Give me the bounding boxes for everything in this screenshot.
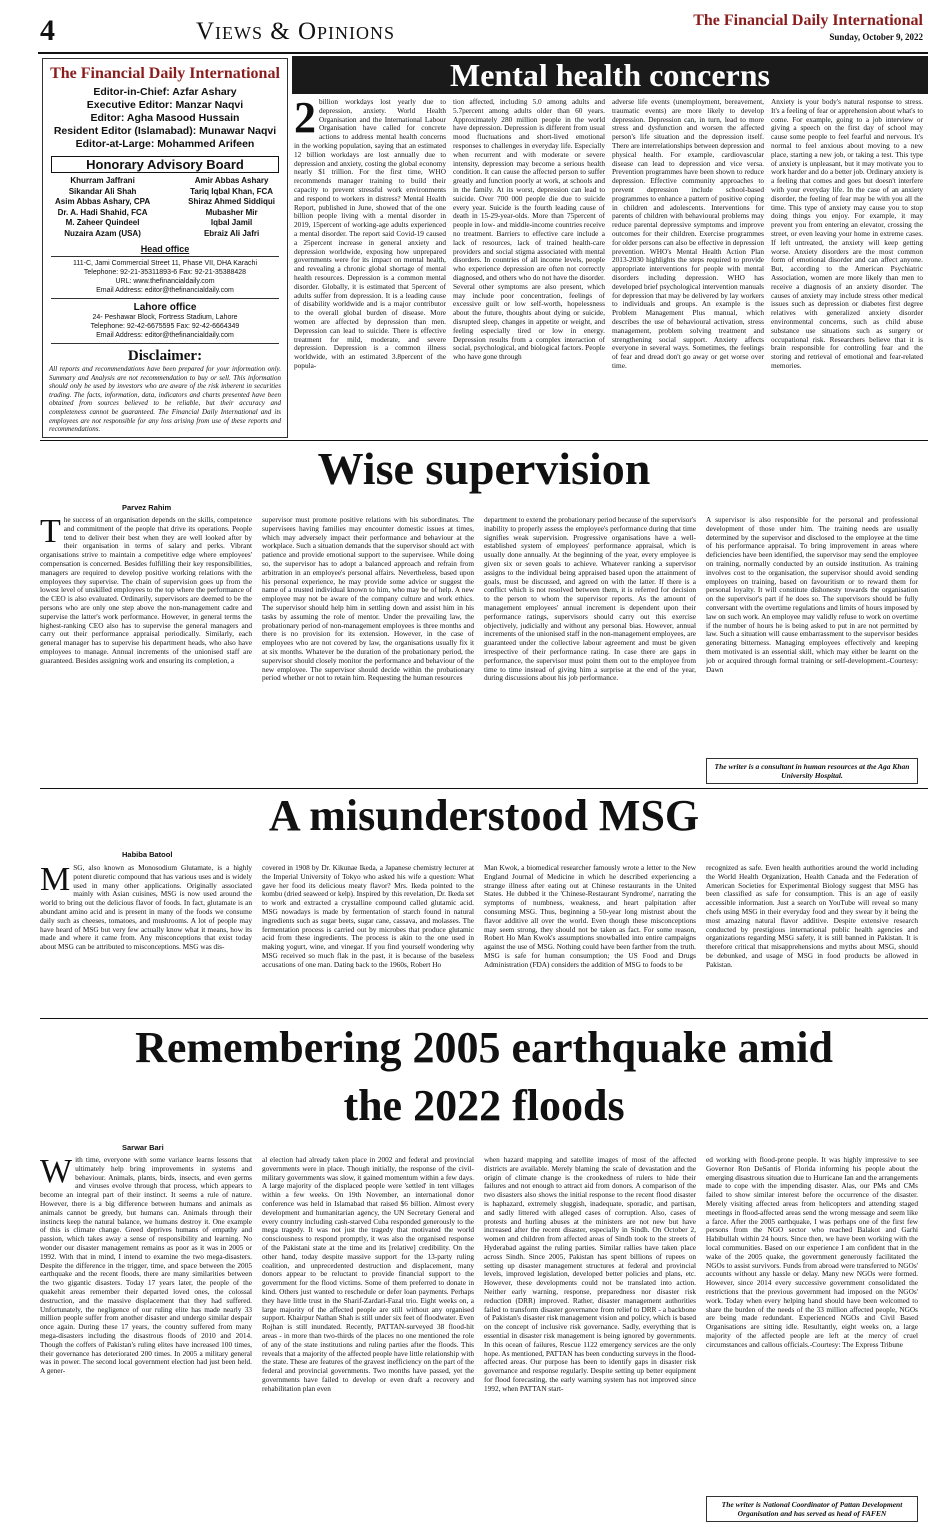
article-column: Man Kwok, a biomedical researcher famously wrote a letter to the New England Journal of Medicine in which he described experiencing a strange illness after eating out at Chinese restaurants in the United States. He dubbed it the 'Chinese-Restaurant Syndrome', narrating the symptoms of numbness, weakness, and heart palpitation after consuming MSG. Thus, beginning a 50-year long mistrust about the flavor additive all over the world. Even though these misconceptions may seem strong, they should not be taken as fact. For some reason, Robert Ho Man Kwok's assumptions snowballed into entire campaigns against the use of MSG. Nothing could have been farther from the truth. MSG is safe for human consumption; the US Food and Drugs Administration (FDA) considers the addition of MSG to foods to be bbox=[484, 864, 696, 969]
article-column: al election had already taken place in 2002 and federal and provincial governments were in place. Though initially, the response of the civil-military governments was slow, it gained momentum within a few days. A large majority of the displaced people were 'settled' in tent villages within a few weeks. On 19th November, an international donor conference was held in Islamabad that raised $6 billion. Almost every development and humanitarian agency, the UN Secretary General and every country including cash-starved Cuba responded generously to the mega tragedy. It was not just the tragedy that motivated the world consciousness to respond promptly, it was also the organised response of the Pakistani state at the time and its [relative] credibility. On the other hand, today despite massive support for the 13-party ruling coalition, and unprecedented destruction and displacement, many donors appear to be reluctant to provide financial support to the government for the flood victims. Some of them preferred to donate in kind. Others just wanted to reschedule or defer loan payments. Perhaps they have little trust in the Sharif-Zardari-Fazal trio. Eight weeks on, a large majority of the affected people are still without any organised support. Khairpur Nathan Shah is still under six feet of floodwater. Even Rojhan is still inundated. Recently, PATTAN-surveyed 38 flood-hit areas - in more than two-thirds of the places no one mentioned the role of any of the state institutions and ruling parties after the floods. This reveals that a majority of the affected people have little relationship with the state. These are features of the gravest inefficiency on the part of the federal and provincial governments. Two months have passed, yet the governments have failed to develop or even draft a recovery and rehabilitation plan even bbox=[262, 1156, 474, 1393]
board-member: M. Zaheer Quindeel bbox=[65, 218, 140, 227]
article-column: The success of an organisation depends on the skills, competence and commitment of the people that drive its operations. People tend to deliver their best when they are well looked after by their organisation in terms of salary and perks. Vibrant organisations strive to maintain a competitive edge where employees' compensation is concerned. Besides fulfilling their key responsibilities, managers are required to develop positive working relations with the employees they supervise. The chain of supervision goes up from the lowest level of unskilled employees to the top where the performance of the CEO is also evaluated. Ordinarily, supervisors are deemed to be the persons who are only one step above the non-management cadre and supervise the latter's work performance. However, in general terms the highest-ranking CEO also has to supervise the general managers and carry out their performance appraisal periodically. Similarly, each general manager has to supervise his department heads, who also have employees to manage. Annual increments of the unionised staff are guaranteed. Besides assigning work and ensuring its completion, a bbox=[40, 516, 252, 665]
board-member: Amir Abbas Ashary bbox=[194, 176, 269, 185]
office-line: Telephone: 92-42-6675595 Fax: 92-42-6664349 bbox=[90, 323, 240, 330]
headline-earthquake-line2: the 2022 floods bbox=[343, 1081, 625, 1130]
article-column: MSG, also known as Monosodium Glutamate, is a highly potent diuretic compound that has various uses and is widely used in many other applications. Originally associated mainly with Asian cuisines, MSG is now used around the world to bring out the delicious flavor of foods. In fact, glutamate is an abundant amino acid and is present in many of the foods we consume daily such as cheeses, tomatoes, and mushrooms. A lot of people may have heard of MSG but very few actually know what it means, how its made and where it came from. Any misconceptions that exist today about MSG can be attributed to misconceptions. MSG was dis- bbox=[40, 864, 252, 952]
board-member: Dr. A. Hadi Shahid, FCA bbox=[57, 207, 148, 217]
board-member: Iqbal Jamil bbox=[210, 218, 253, 227]
author-note: The writer is National Coordinator of Pattan Development Organisation and has served as head of FAFEN bbox=[706, 1496, 918, 1522]
staff-line: Editor-at-Large: Mohammed Arifeen bbox=[75, 138, 255, 150]
board-member: Mubasher Mir bbox=[205, 207, 258, 217]
author-note: The writer is a consultant in human resources at the Aga Khan University Hospital. bbox=[706, 758, 918, 784]
advisory-board-list bbox=[43, 176, 287, 239]
office-line: 24- Peshawar Block, Fortress Stadium, Lahore bbox=[92, 314, 238, 321]
article-mental-health-body bbox=[294, 98, 928, 436]
board-member: Shiraz Ahmed Siddiqui bbox=[188, 197, 275, 206]
headline-mental-health: Mental health concerns bbox=[292, 56, 928, 94]
lahore-office-title: Lahore office bbox=[133, 302, 197, 313]
article-column: covered in 1908 by Dr. Kikunae Ikeda, a Japanese chemistry lecturer at the Imperial University of Tokyo who asked his wife a question: What gave her food its delicious meaty flavor? Mrs. Ikeda pointed to the kombu (dried seaweed or kelp). Inspired by this revelation, Dr. Ikeda set to work and extracted a crystalline compound called glutamic acid. MSG nowadays is made by fermentation of starch found in natural ingredients such as sugar beets, sugar cane, cassava, and molasses. The fermentation process is carried out by microbes that produce glutamic acid from these ingredients. The process is akin to the one used in making yogurt, wine, and vinegar. If you find yourself wondering why MSG received so much flak in the past, it is because of the baseless accusations of one man. Dating back to the 1960s, Robert Ho bbox=[262, 864, 474, 969]
staff-line: Resident Editor (Islamabad): Munawar Naqvi bbox=[53, 125, 277, 137]
article-column: supervisor must promote positive relations with his subordinates. The supervisees having families may encounter domestic issues at times, which may adversely impact their performance and behaviour at the workplace. Such a situation demands that the supervisor should act with patience and provide emotional support to the supervisee. While doing so, the supervisor has to adopt a balanced approach and refrain from arbitration in an employee's personal affairs. Nevertheless, based upon his personal experience, he may provide some advice or suggest the name of a trusted individual known to him, who may be of help. A new employee may not be aware of the company culture and work ethics. The supervisor should help him in settling down and assist him in his tasks by assuming the role of mentor. Under the prevailing law, the probationary period of non-management employees is three months and there is no provision for its extension. However, in the case of employees who are not covered by law, the organisations usually fix it at six months. Whatever be the duration of the probationary period, the supervisor should closely monitor the performance and behaviour of the new employee. The supervisor should decide within the probationary period whether or not to retain him. Requesting the human resources bbox=[262, 516, 474, 683]
headline-wise-supervision: Wise supervision bbox=[317, 443, 651, 494]
advisory-board-title: Honorary Advisory Board bbox=[51, 156, 279, 173]
header-rule bbox=[38, 52, 928, 54]
dropcap: T bbox=[40, 516, 61, 550]
office-line: 111-C, Jami Commercial Street 11, Phase VII, DHA Karachi bbox=[72, 260, 257, 267]
office-line: Telephone: 92-21-35311893-6 Fax: 92-21-35388428 bbox=[83, 269, 247, 276]
byline-msg: Habiba Batool bbox=[122, 850, 173, 859]
page-number: 4 bbox=[40, 14, 55, 47]
article-msg-body bbox=[40, 864, 928, 1014]
board-member: Nuzaira Azam (USA) bbox=[64, 228, 141, 238]
editorial-paper-name: The Financial Daily International bbox=[50, 65, 280, 82]
staff-line: Editor: Agha Masood Hussain bbox=[90, 112, 240, 124]
byline-earthquake: Sarwar Bari bbox=[122, 1143, 164, 1152]
article-column: department to extend the probationary period because of the supervisor's inability to properly assess the employee's performance during that time signifies weak supervision. Progressive organisations have a well-established system of employees' performance appraisal, which is usually done annually. At the beginning of the year, every employee is given six or seven goals to achieve. Whatever ranking a supervisor assigns to the individual being appraised based upon the attainment of goals, must be discussed, and agreed on with the latter. If there is a conflict which is not resolved between them, it is referred for decision to the person to whom the supervisor reports. As the amount of management employees' annual increment is dependent upon their performance ratings, supervisors should carry out this exercise objectively, judicially and without any personal bias. However, annual increments of the unionised staff in the non-management employees, are guaranteed under the collective labour agreement and must be given irrespective of their performance rating. In case there are gaps in performance, the supervisor must point them out to the employee from time to time instead of giving him a surprise at the end of the year, during discussions about his job performance. bbox=[484, 516, 696, 683]
advisory-board-right bbox=[188, 176, 275, 239]
article-column: adverse life events (unemployment, bereavement, traumatic events) are more likely to develop depression. Depression can, in turn, lead to more stress and dysfunction and worsen the affected person's life situation and the depression itself. There are interrelationships between depression and physical health. For example, cardiovascular disease can lead to depression and vice versa. Prevention programmes have been shown to reduce depression. Effective community approaches to prevent depression include school-based programmes to enhance a pattern of positive coping in children and adolescents. Interventions for parents of children with behavioural problems may reduce parental depressive symptoms and improve outcomes for their children. Exercise programmes for older persons can also be effective in depression prevention. WHO's Mental Health Action Plan 2013-2030 highlights the steps required to provide appropriate interventions for people with mental disorders including depression. WHO has developed brief psychological intervention manuals for depression that may be delivered by lay workers to individuals and groups. An example is the Problem Management Plus manual, which describes the use of behavioural activation, stress management, problem solving treatment and strengthening social support. Anxiety affects everyone in several ways. Sometimes, the feelings of fear and dread don't go away or get worse over time. bbox=[612, 98, 764, 370]
staff-line: Editor-in-Chief: Azfar Ashary bbox=[93, 86, 237, 98]
masthead bbox=[693, 12, 923, 42]
board-member: Tariq Iqbal Khan, FCA bbox=[190, 186, 274, 196]
article-wise-supervision-body bbox=[40, 516, 928, 784]
article-column: recognized as safe. Even health authorities around the world including the World Health Organization, Health Canada and the Federation of American Societies for Experimental Biology suggest that MSG has been classified as safe for consumption. This is an age of easily accessible information. Just a search on YouTube will reveal so many chefs using MSG in their everyday food and they swear by it being the most amazing natural flavor additive. Despite extensive research conducted by prestigious international public health agencies and organizations regarding MSG safety, it is still banned in Pakistan. It is therefore critical that misapprehensions and myths about MSG, should be debunked, and usage of MSG in food products be allowed in Pakistan. bbox=[706, 864, 918, 969]
article-earthquake-body bbox=[40, 1156, 928, 1522]
dropcap: W bbox=[40, 1156, 73, 1190]
board-member: Ebraiz Ali Jafri bbox=[203, 228, 260, 238]
article-column: when hazard mapping and satellite images of most of the affected districts are available. Merely blaming the scale of devastation and the origin of climate change is the crookedness of rulers to hide their failures and not enough to attract aid from donors. A comparison of the two disasters also shows the initial response to the recent flood disaster is haphazard, extremely sluggish, inadequate, sporadic, and partisan, and sadly littered with alleged cases of corruption. Also, cases of protests and hurling abuses at the ministers are not new but have increased after the recent disaster, especially in Sindh. On October 2, women and children from affected areas of Sindh took to the streets of Hyderabad against the ruling parties. Similar rallies have taken place across Sindh. Since 2005, Pakistan has spent billions of rupees on setting up disaster management structures at federal and provincial levels, improved legislation, developed better policies and plans, etc. However, these developments could not be translated into action. Neither early warning, response, preparedness nor disaster risk reduction (DRR) improved. Rather, disaster management authorities failed to transform disaster governance from relief to DRR - a backbone of Pakistan's disaster risk management vision and policy, which is based on the concept of inclusive risk governance. Sadly, everything that is essential in disaster risk management is being ignored by governments. In this ocean of failures, Rescue 1122 emergency services are the only hope. As mentioned, PATTAN has been conducting surveys in the flood-affected areas. Our purpose has been to identify gaps in disaster risk governance and response regularly. Despite setting up better equipment for flood forecasting, the early warning system has not improved since 1992, when PATTAN start- bbox=[484, 1156, 696, 1393]
staff-list bbox=[43, 86, 287, 151]
article-column: tion affected, including 5.0 among adults and 5.7percent among adults older than 60 years. Approximately 280 million people in the world have depression. Depression is different from usual mood fluctuations and short-lived emotional responses to challenges in everyday life. Especially when recurrent and with moderate or severe intensity, depression may become a serious health condition. It can cause the affected person to suffer greatly and function poorly at work, at schools and in the family. At its worst, depression can lead to suicide. Over 700 000 people die due to suicide every year. Suicide is the fourth leading cause of death in 15-29-year-olds. More than 75percent of people in low- and middle-income countries receive no treatment. Barriers to effective care include a lack of resources, lack of trained health-care providers and social stigma associated with mental disorders. In countries of all income levels, people who experience depression are often not correctly diagnosed, and others who do not have the disorder. Several other symptoms are also present, which may include poor concentration, feelings of excessive guilt or low self-worth, hopelessness about the future, thoughts about dying or suicide, disrupted sleep, changes in appetite or weight, and feeling especially tired or low in energy. Depression results from a complex interaction of social, psychological, and biological factors. People who have gone through bbox=[453, 98, 605, 362]
disclaimer-title: Disclaimer: bbox=[127, 348, 203, 364]
section-title: Views & Opinions bbox=[196, 18, 396, 45]
headline-msg: A misunderstood MSG bbox=[268, 791, 700, 840]
dropcap: 2 bbox=[294, 98, 316, 142]
board-member: Khurram Jaffrani bbox=[70, 176, 135, 185]
article-column: With time, everyone with some variance learns lessons that ultimately help bring improvements in systems and behaviour. Animals, plants, birds, insects, and even germs and viruses evolve through that process, which appears to become an integral part of their instinct. It seems a rule of nature. However, there is a big difference between humans and animals as animals cannot be greedy, but humans can. Animals through their instincts keep the natural balance, we humans destroy it. One example of this is climate change. Greed deprives humans of empathy and passion, which takes away a sense of responsibility and learning. No wonder our disaster management remains as poor as it was in 2005 or 1992. With that in mind, I intend to examine the two mega-disasters. Despite the difference in the trigger, time, and space between the 2005 earthquake and the recent floods, there are many similarities between the two gigantic disasters. Today 17 years later, the people of the quakehit areas remember their departed loved ones, the colossal destruction, and the massive displacement that they had suffered. Unfortunately, the negligence of our ruling elite has made nearly 33 million people suffer from another disaster and undergo similar despair once again. During these 17 years, the country suffered from many mega-disasters including the disastrous floods of 2010 and 2014. Though the coffers of Pakistan's ruling elites have increased 100 times, their governance has deteriorated 200 times. In 2005 a military general was in power. The second local government election had just been held. A gener- bbox=[40, 1156, 252, 1376]
staff-line: Executive Editor: Manzar Naqvi bbox=[86, 99, 244, 111]
article-column: A supervisor is also responsible for the personal and professional development of those under him. The training needs are usually determined by the supervisor and disclosed to the employee at the time of his performance appraisal. To bring improvement in areas where deficiencies have been identified, the supervisor may send the employee on training, normally conducted by an outside institution. As training involves cost to the organisation, the supervisor should avoid sending employees on training, based on favouritism or to reward them for personal loyalty. It will constitute dishonesty towards the organisation on the supervisor's part if he does so. The supervisors should be fully conversant with the overtime regulations and limits of hours imposed by law on such work. An employee may validly refuse to work on overtime if the number of hours he is being asked to put in are not permitted by law. Such a situation will cause embarrassment to the supervisor besides generating bitterness. Managing employees effectively and keeping them motivated is an essential skill, which may either be learnt on the job or acquired through formal training or self-development.-Courtesy: Dawn bbox=[706, 516, 918, 674]
lahore-office-address bbox=[43, 313, 287, 340]
headline-earthquake-line1: Remembering 2005 earthquake amid bbox=[135, 1023, 833, 1072]
office-line[interactable]: URL: www.thefinancialdaily.com bbox=[115, 278, 215, 285]
board-member: Asim Abbas Ashary, CPA bbox=[55, 197, 151, 206]
section-divider bbox=[40, 788, 928, 789]
editorial-box bbox=[42, 58, 288, 438]
masthead-date: Sunday, October 9, 2022 bbox=[829, 32, 923, 42]
head-office-title: Head office bbox=[140, 244, 190, 254]
article-column: Anxiety is your body's natural response to stress. It's a feeling of fear or apprehension about what's to come. For example, going to a job interview or giving a speech on the first day of school may cause some people to feel fearful and nervous. It's normal to feel anxious about moving to a new place, starting a new job, or taking a test. This type of anxiety is unpleasant, but it may motivate you to work harder and do a better job. Ordinary anxiety is a feeling that comes and goes but doesn't interfere with your everyday life. In the case of an anxiety disorder, the feeling of fear may be with you all the time. This type of anxiety may cause you to stop doing things you enjoy. For example, it may prevent you from entering an elevator, crossing the street, or even leaving your home in extreme cases. If left untreated, the anxiety will keep getting worse. Anxiety disorders are the most common form of emotional disorder and can affect anyone. But, according to the American Psychiatric Association, women are more likely than men to receive a diagnosis of an anxiety disorder. The causes of anxiety may include stress other medical issues such as depression or diabetes first degree relatives with generalized anxiety disorder environmental concerns, such as child abuse substance use situations such as surgery or occupational risk. Researchers believe that it is brain responsible for controlling fear and the storing and retrieval of emotional and fear-related memories. bbox=[771, 98, 923, 370]
board-member: Sikandar Ali Shah bbox=[68, 186, 137, 196]
head-office-address bbox=[43, 259, 287, 295]
dropcap: M bbox=[40, 864, 71, 898]
byline-wise-supervision: Parvez Rahim bbox=[122, 503, 172, 512]
article-last-column bbox=[706, 1156, 918, 1522]
article-column: 2 billion workdays lost yearly due to depression, anxiety. World Health Organisation and the International Labour Organisation have called for concrete actions to address mental health concerns in the working population, saying that an estimated 12 billion workdays are lost annually due to depression and anxiety, costing the global economy nearly $1 trillion. For the first time, WHO recommends manager training to build their capacity to prevent stressful work environments and respond to workers in distress? Mental Health Report, published in June, showed that of the one billion people living with a mental disorder in 2019, 15percent of working-age adults experienced a mental disorder. The report said Covid-19 caused a 25percent increase in general anxiety and depression worldwide, exposing how unprepared governments were for its impact on mental health, and revealing a chronic global shortage of mental health resources. Depression is a common mental disorder. Globally, it is estimated that 5percent of adults suffer from depression. It is a leading cause of disability worldwide and is a major contributor to the overall global burden of disease. More women are affected by depression than men. Depression can lead to suicide. There is effective treatment for mild, moderate, and severe depression. Depression is a common illness worldwide, with an estimated 3.8percent of the popula- bbox=[294, 98, 446, 370]
article-column: ed working with flood-prone people. It was highly impressive to see Governor Ron DeSantis of Florida informing his people about the emerging disastrous situation due to Hurricane Ian and the arrangements made to cope with the impending disaster. Alas, our PMs and CMs failed to show similar interest before the occurrence of the disaster. Merely visiting affected areas from helicopters and attending staged meetings in flood-affected areas send the wrong message and seem like a farce. After the 2005 earthquake, I was perhaps one of the first few persons from the NGO sector who reached Balakot and Garhi Habibullah within 24 hours. Since then, we have been working with the local communities. Based on our experience I am confident that in the wake of the 2005 quake, the government generously facilitated the NGOs to assist survivors. Funds from abroad were transferred to NGOs' accounts without any hassle or delay. Many new NGOs were formed. However, since 2014 every successive government consolidated the restrictions that the previous government had imposed on the NGOs' work. Today when every helping hand should have been welcomed to share the burden of the needs of the 33 million affected people, NGOs are being made redundant. Experienced NGOs and Civil Based Organisations are sitting idle. Resultantly, eight weeks on, a large majority of the affected people are left at the mercy of cruel circumstances and callous officials.-Courtesy: The Express Tribune bbox=[706, 1156, 918, 1349]
article-last-column bbox=[706, 516, 918, 784]
section-divider bbox=[40, 1018, 928, 1019]
page-header bbox=[0, 0, 945, 50]
office-line[interactable]: Email Address: editor@thefinancialdaily.com bbox=[96, 287, 234, 294]
section-divider bbox=[40, 440, 928, 441]
office-line[interactable]: Email Address: editor@thefinancialdaily.com bbox=[96, 332, 234, 339]
advisory-board-left bbox=[55, 176, 150, 239]
masthead-paper-name: The Financial Daily International bbox=[693, 12, 923, 29]
disclaimer-text: All reports and recommendations have been prepared for your information only. Summary and Analysis are not recommendation to buy or sell. This information should only be used by investors who are aware of the risk inherent in securities trading. The facts, information, data, indicators and charts presented have been obtained from sources believed to be reliable, but their accuracy and completeness cannot be guaranteed. The Financial Daily International and its employees are not responsible for any loss arising from use of these reports and recommendations. bbox=[49, 365, 281, 434]
